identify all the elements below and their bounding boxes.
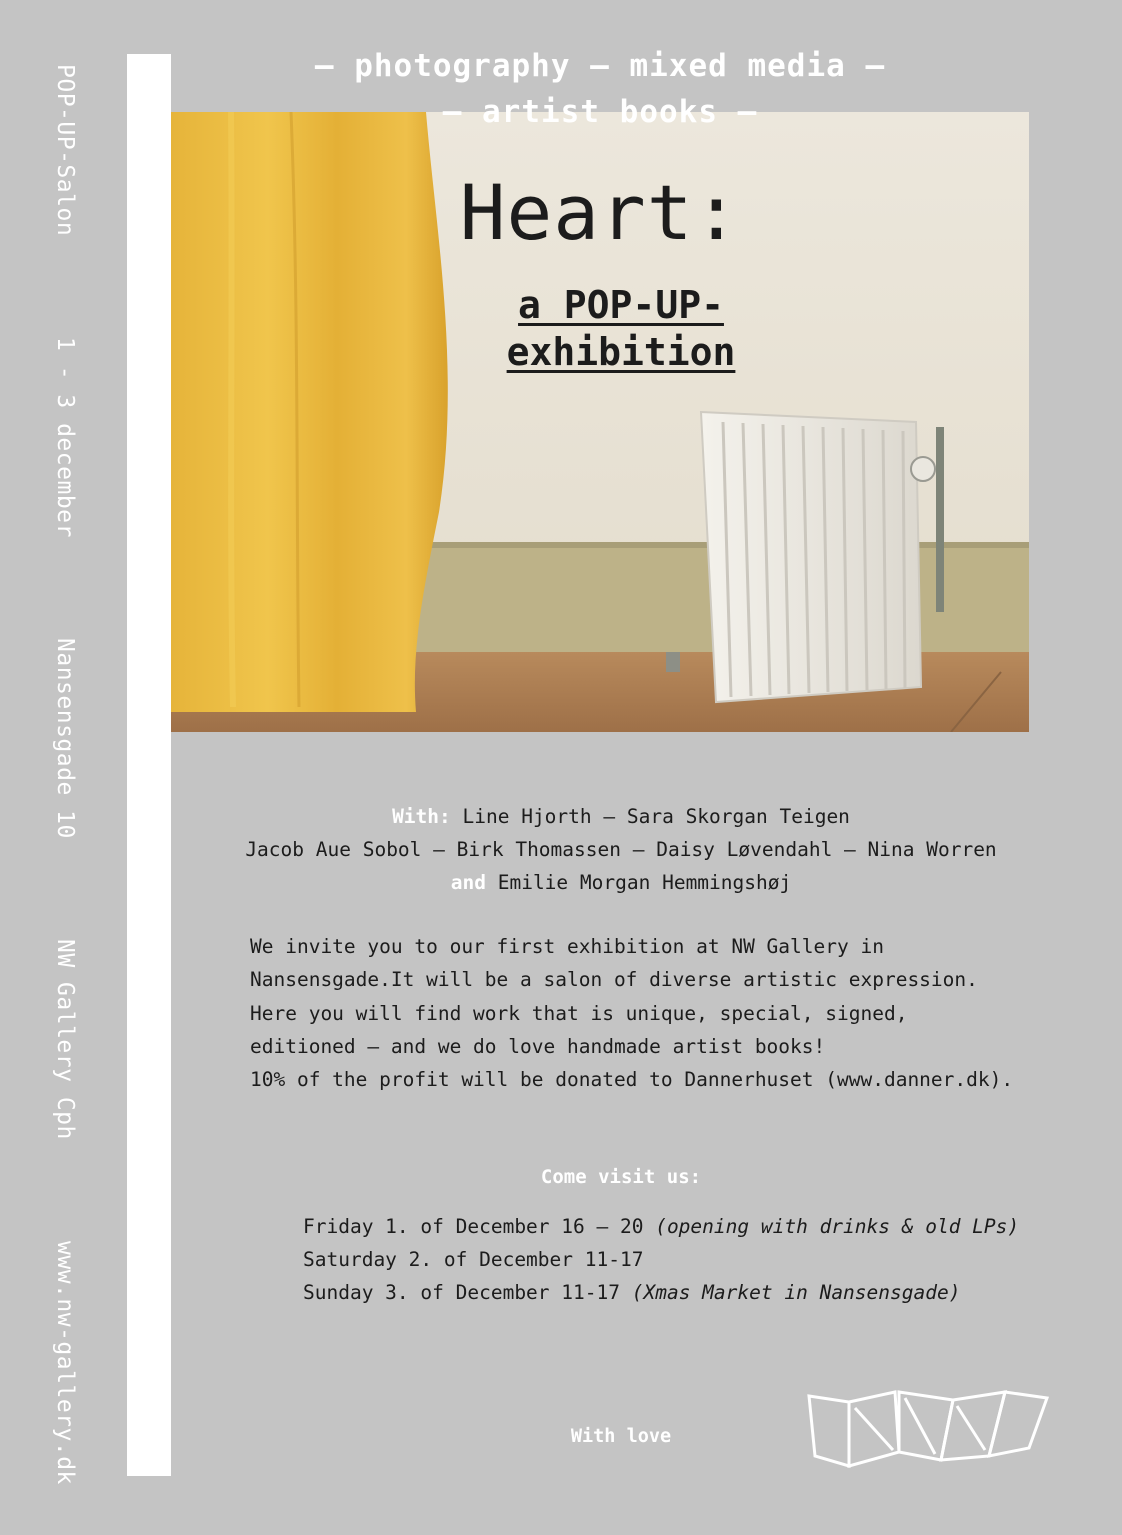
opening-day-3	[303, 1276, 1019, 1309]
sidebar-dates: 1 - 3 december	[52, 336, 78, 538]
subtitle-line-1: a POP-UP-	[518, 283, 724, 327]
day-1-hours: Friday 1. of December 16 – 20	[303, 1215, 656, 1238]
subtitle-line-2: exhibition	[506, 330, 736, 374]
visit-heading: Come visit us:	[540, 1166, 702, 1188]
artist-line-2: Jacob Aue Sobol – Birk Thomassen – Daisy Løvendahl – Nina Worren	[245, 838, 997, 861]
artists-last: Emilie Morgan Hemmingshøj	[485, 871, 792, 894]
invitation-line: We invite you to our first exhibition at NW Gallery in	[250, 935, 884, 958]
invitation-line: editioned – and we do love handmade artist books!	[250, 1034, 826, 1058]
category-line-2: — artist books —	[442, 94, 758, 130]
day-3-note: (Xmas Market in Nansensgade)	[631, 1281, 961, 1304]
artist-line-1	[171, 800, 1071, 833]
sidebar-address: Nansensgade 10	[52, 637, 78, 839]
with-label: With:	[392, 805, 451, 828]
opening-day-2: Saturday 2. of December 11-17	[303, 1248, 644, 1271]
vertical-sidebar-text	[52, 64, 78, 1484]
day-1-note: (opening with drinks & old LPs)	[655, 1215, 1020, 1238]
exhibition-title: Heart:	[459, 168, 741, 257]
artist-list	[171, 800, 1071, 899]
white-margin-bar	[127, 54, 171, 1476]
sidebar-title: POP-UP-Salon	[52, 64, 78, 237]
invitation-line: 10% of the profit will be donated to Dannerhuset (www.danner.dk).	[250, 1068, 1014, 1092]
and-label: and	[450, 871, 486, 894]
closing-text: With love	[570, 1426, 672, 1447]
day-3-hours: Sunday 3. of December 11-17	[303, 1281, 632, 1304]
invitation-text	[250, 930, 1013, 1096]
category-line-1: — photography — mixed media —	[314, 48, 886, 84]
opening-day-1	[303, 1210, 1019, 1243]
invitation-line: Here you will find work that is unique, special, signed,	[250, 1001, 908, 1025]
artists-first: Line Hjorth – Sara Skorgan Teigen	[450, 805, 850, 828]
artist-line-3	[171, 866, 1071, 899]
opening-hours	[303, 1210, 1019, 1309]
nw-gallery-logo	[805, 1388, 1051, 1470]
exhibition-subtitle	[171, 282, 1071, 376]
sidebar-venue: NW Gallery Cph	[52, 939, 78, 1141]
invitation-line: Nansensgade.It will be a salon of diverse artistic expression.	[250, 968, 978, 992]
sidebar-website: www.nw-gallery.dk	[52, 1240, 78, 1485]
